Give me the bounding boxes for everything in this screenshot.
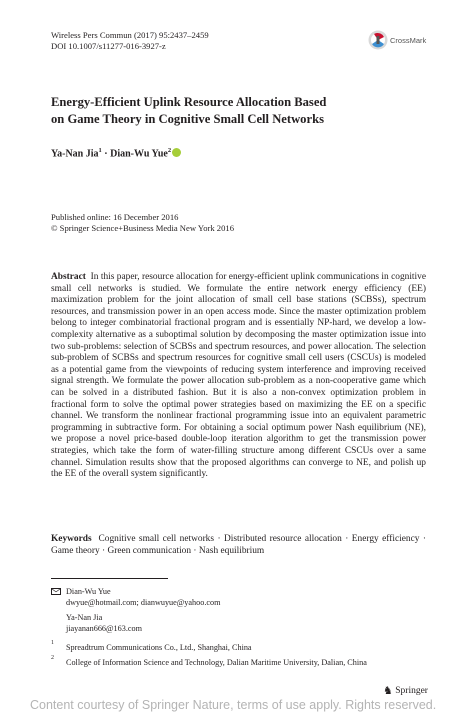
author-name[interactable]: Ya-Nan Jia [51,148,99,160]
author-list [51,147,181,159]
affiliation-text: College of Information Science and Technology, Dalian Maritime University, Dalian, China [66,658,367,667]
title-line: on Game Theory in Cognitive Small Cell Networks [51,112,324,126]
author-separator: · [101,148,111,160]
abstract [51,272,426,481]
abstract-text: In this paper, resource allocation for energy-efficient uplink communications in cognitive small cell networks is studied. We formulate the entire network energy efficiency (EE) maximization problem for the joint allocation of small cell base stations (SCBSs), spectrum resources, and transmission power in an open access mode. Since the master optimization problem belong to integer combinatorial fractional program and is essentially NP-hard, we develop a low-complexity alternative as a suboptimal solution by decomposing the master optimization issue into two sub-problems: selection of SCBSs and spectrum resources, and power allocation. The selection sub-problem of SCBSs and spectrum resources for cognitive small cell users (CSCUs) is modeled as a potential game from the viewpoints of reducing system interference and improving received signal strength. We formulate the power allocation sub-problem as a non-cooperative game which can be solved in a distributed fashion. But it is also a non-convex optimization problem in fractional form to solve the optimal power strategies based on maximizing the EE on a specific channel. We transform the nonlinear fractional programming issue into an equivalent parametric programming in subtractive form. For obtaining a social optimum power Nash equilibrium (NE), we propose a novel price-based double-loop iteration algorithm to get the transmission power strategies, which take the form of water-filling structure among different CSCUs over a same channel. Simulation results show that the proposed algorithms can converge to NE, and polish up the EE of the overall system significantly. [51,272,426,480]
crossmark-icon [368,30,388,50]
journal-citation: Wireless Pers Commun (2017) 95:2437–2459 [51,30,209,40]
affiliation-number: 1 [51,640,54,646]
affiliation-number: 2 [51,655,54,661]
affiliation-marker: 2 [167,147,172,154]
envelope-icon [51,588,61,595]
springer-horse-icon: ♞ [383,685,393,697]
corresponding-author-name: Dian-Wu Yue [66,587,111,596]
springer-logo [383,684,428,697]
author-name[interactable]: Dian-Wu Yue [110,148,168,160]
courtesy-watermark: Content courtesy of Springer Nature, terms of use apply. Rights reserved. [30,698,437,712]
author-contact-name: Ya-Nan Jia [66,613,103,622]
corresponding-author-email[interactable]: dwyue@hotmail.com; dianwuyue@yahoo.com [66,598,221,607]
keywords [51,534,426,557]
affiliation-marker: 1 [98,147,102,154]
affiliation-text: Spreadtrum Communications Co., Ltd., Shanghai, China [66,643,252,652]
copyright-notice: © Springer Science+Business Media New York 2016 [51,223,234,233]
author-contact-email[interactable]: jiayanan666@163.com [66,624,142,633]
crossmark-badge[interactable] [368,30,442,52]
title-line: Energy-Efficient Uplink Resource Allocation Based [51,95,327,109]
keywords-heading: Keywords [51,534,92,544]
footnote-divider [51,578,168,579]
orcid-icon[interactable] [172,148,181,157]
crossmark-label: CrossMark [390,36,427,45]
publisher-name: Springer [395,686,428,696]
abstract-heading: Abstract [51,272,86,282]
doi[interactable]: DOI 10.1007/s11277-016-3927-z [51,41,166,51]
keywords-text: Cognitive small cell networks · Distributed resource allocation · Energy efficiency · Game theory · Green communication · Nash equilibrium [51,534,426,556]
published-date: Published online: 16 December 2016 [51,212,179,222]
paper-title [51,94,431,128]
